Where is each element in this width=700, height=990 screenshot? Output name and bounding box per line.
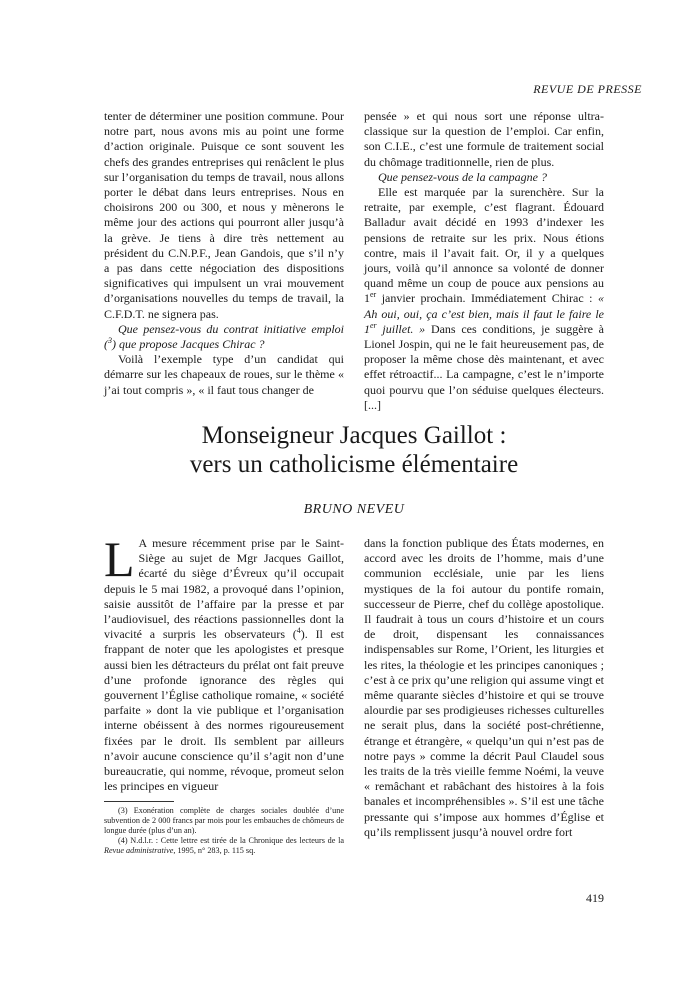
page-number: 419 <box>586 891 604 905</box>
paragraph: dans la fonction publique des États modernes, en accord avec les droits de l’homme, mais d’une communion ecclésiale, unie par les liens mystiques de la foi autour du pontife romain, successeur de Pierre, chef du collège apostolique. Il faudrait à tous un cours d’histoire et un cours de droit, dispensant les connaissances indispensables sur Rome, l’Orient, les liturgies et les rites, la théologie et les principes canoniques ; c’est à ce prix qu’une religion qui assume vingt et même quarante siècles d’histoire et qui se trouve alourdie par ses prodigieuses richesses culturelles ne serait plus, dans la société post-chrétienne, étrange et étrangère, « quelqu’un qui n’est pas de notre pays » comme la décrit Paul Claudel sous les traits de la très vieille femme Noémi, la veuve « remâchant et rabâchant des histoires à la fois banales et incompréhensibles ». S’il est une tâche pressante qui s’impose aux hommes d’Église et qu’ils remplissent jusqu’à nouvel ordre fort <box>364 536 604 839</box>
footnote-ref: 3 <box>108 336 112 346</box>
interview-column-2 <box>364 109 604 413</box>
paragraph: Elle est marquée par la surenchère. Sur la retraite, par exemple, c’est flagrant. Édouard Balladur avait décidé en 1993 d’indexer les pensions de retraite sur les prix. Nous étions contre, mais il l’avait fait. Or, il y a quelques jours, voilà qu’il annonce sa volonté de donner quand même un coup de pouce aux pensions au 1er janvier prochain. Immédiatement Chirac : « Ah oui, oui, ça c’est bien, mais il faut le faire le 1er juillet. » Dans ces conditions, je suggère à Lionel Jospin, qui ne le fait heureusement pas, de proposer la même chose dès maintenant, et avec effet rétroactif... La campagne, c’est le n’importe quoi pourvu que l’on séduise quelques électeurs. [...] <box>364 185 604 412</box>
footnote-4: (4) N.d.l.r. : Cette lettre est tirée de la Chronique des lecteurs de la Revue administrative, 1995, n° 283, p. 115 sq. <box>104 836 344 856</box>
article-column-1 <box>104 531 344 856</box>
footnote-3: (3) Exonération complète de charges sociales doublée d’une subvention de 2 000 francs par mois pour les embauches de chômeurs de longue durée (plus d’un an). <box>104 806 344 836</box>
running-head: REVUE DE PRESSE <box>533 82 642 96</box>
interview-column-1 <box>104 109 344 398</box>
drop-cap: L <box>104 531 135 587</box>
paragraph: Voilà l’exemple type d’un candidat qui démarre sur les chapeaux de roues, sur le thème « j’ai tout compris », « il faut tous changer de <box>104 352 344 397</box>
paragraph: L A mesure récemment prise par le Saint-Siège au sujet de Mgr Jacques Gaillot, écarté du siège d’Évreux qu’il occupait depuis le 5 mai 1982, a provoqué dans l’opinion, saisie aussitôt de l’affaire par la presse et par l’audiovisuel, des réactions passionnelles dont la vivacité a surpris les observateurs ($^4$). Il est frappant de noter que les apologistes et presque aussi bien les détracteurs du prélat ont fait preuve d’une profonde ignorance des règles qui gouvernent l’Église catholique romaine, « société parfaite » dont la vie publique et l’organisation interne obéissent à des normes rigoureusement fixées par le droit. Ils semblent par ailleurs n’avoir aucune conscience qu’il s’agit non d’une bureaucratie, qui nomme, révoque, promeut selon les principes en vigueur <box>104 531 344 794</box>
paragraph: pensée » et qui nous sort une réponse ultra-classique sur la question de l’emploi. Car enfin, son C.I.E., c’est une formule de traitement social du chômage traditionnelle, rien de plus. <box>364 109 604 169</box>
quotation: « Ah oui, oui, ça c’est bien, mais il faut le faire le 1er juillet. » <box>364 291 604 336</box>
article-author: BRUNO NEVEU <box>303 502 405 517</box>
interview-question: Que pensez-vous de la campagne ? <box>378 169 547 184</box>
footnote-ref: 4 <box>296 626 301 636</box>
paragraph: tenter de déterminer une position commune. Pour notre part, nous avons mis au point une forme d’action originale. Puisque ce sont souvent les chefs des grandes entreprises qui renâclent le plus sur l’organisation du temps de travail, nous allons porter le débat dans leurs entreprises. Nous en choisirons 200 ou 300, et nous y mènerons le même jour des actions qui pourront aller jusqu’à la grève. Je tiens à dire très nettement au président du C.N.P.F., Jean Gandois, que s’il n’y a pas dans cette négociation des dispositions significatives qui impulsent un vrai mouvement d’organisations nouvelles du temps de travail, la C.F.D.T. ne signera pas. <box>104 109 344 321</box>
article-title: Monseigneur Jacques Gaillot : vers un catholicisme élémentaire <box>189 422 519 478</box>
footnote-rule <box>104 801 174 802</box>
article-column-2 <box>364 536 604 840</box>
interview-question: Que pensez-vous du contrat initiative emploi ($^3$) que propose Jacques Chirac ? <box>104 321 344 352</box>
